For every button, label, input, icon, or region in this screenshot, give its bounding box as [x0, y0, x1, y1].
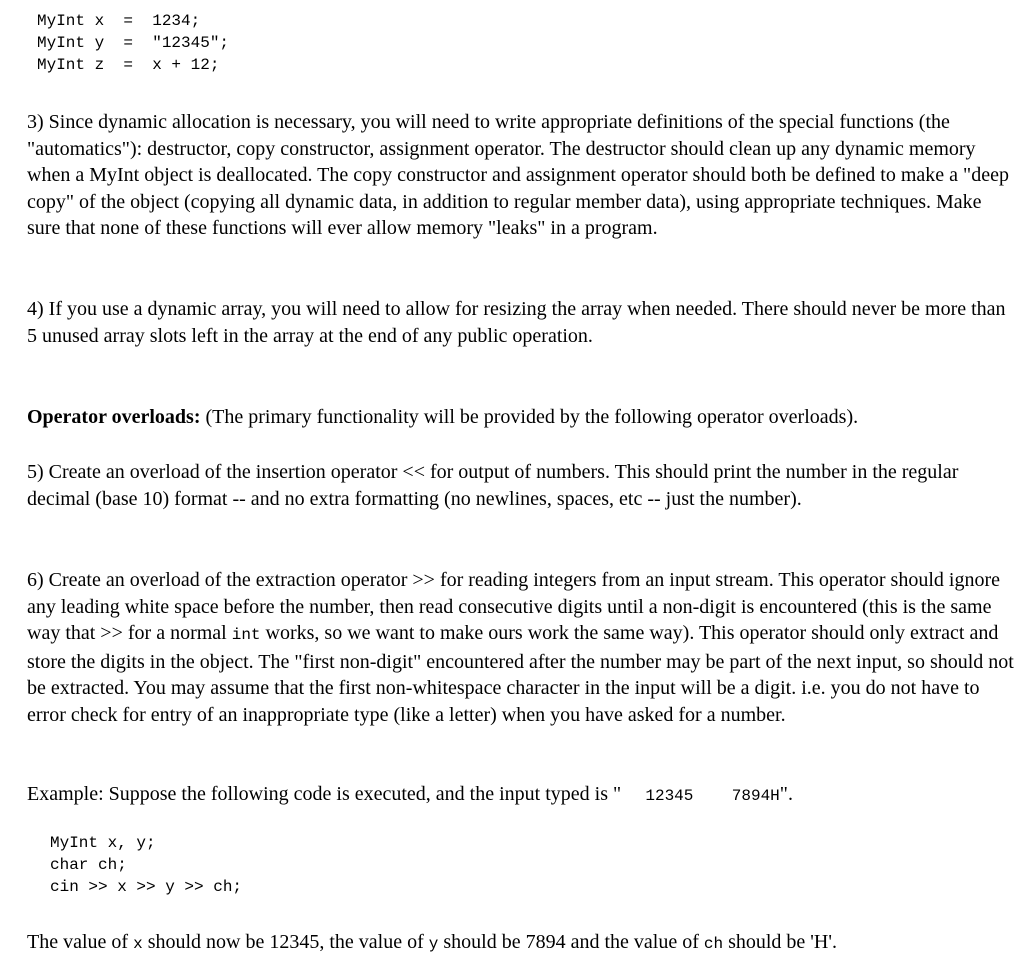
code-line: MyInt x, y; [50, 834, 156, 852]
result-sentence [27, 929, 1017, 958]
example-input-string: 12345 7894H [626, 787, 780, 805]
code-block-declarations [37, 10, 229, 76]
item-6-text-part-1: 6) Create an overload of the extraction operator >> for reading integers from an input stream. This operator should ignore any leading white space before the number, then read consecutive digits until a non-digit is encountered (this is the same way that >> for a normal [27, 569, 1000, 644]
code-line: MyInt x = 1234; [37, 12, 201, 30]
operator-overloads-heading [27, 404, 1017, 431]
item-4-text: 4) If you use a dynamic array, you will need to allow for resizing the array when needed. There should never be more than 5 unused array slots left in the array at the end of any public operation. [27, 298, 1006, 347]
code-line: MyInt y = "12345"; [37, 34, 230, 52]
item-6-text-part-2: works, so we want to make ours work the same way). This operator should only extract and store the digits in the object. The "first non-digit" encountered after the number may be part of the next input, so should not be extracted. You may assume that the first non-whitespace character in the input will be a digit. i.e. you do not have to error check for entry of an inappropriate type (like a letter) when you have asked for a number. [27, 622, 1014, 726]
code-block-example [50, 832, 242, 898]
result-text-1: The value of [27, 931, 134, 953]
result-code-y: y [428, 935, 439, 953]
code-line: MyInt z = x + 12; [37, 56, 220, 74]
item-5-text: 5) Create an overload of the insertion operator << for output of numbers. This should print the number in the regular decimal (base 10) format -- and no extra formatting (no newlines, spaces, etc -- just the number). [27, 461, 959, 510]
paragraph-item-3 [27, 109, 1017, 242]
item-3-text: 3) Since dynamic allocation is necessary, you will need to write appropriate definitions of the special functions (the "automatics"): destructor, copy constructor, assignment operator. The destructor should clean up any dynamic memory when a MyInt object is deallocated. The copy constructor and assignment operator should both be defined to make a "deep copy" of the object (copying all dynamic data, in addition to regular member data), using appropriate techniques. Make sure that none of these functions will ever allow memory "leaks" in a program. [27, 111, 1009, 239]
result-text-2: should now be 12345, the value of [142, 931, 429, 953]
result-text-3: should be 7894 and the value of [438, 931, 704, 953]
code-line: cin >> x >> y >> ch; [50, 878, 243, 896]
example-intro [27, 781, 1017, 810]
inline-code-int: int [231, 626, 261, 644]
operator-overloads-label: Operator overloads: [27, 406, 201, 428]
paragraph-item-5 [27, 459, 1017, 512]
result-text-4: should be 'H'. [723, 931, 837, 953]
example-prefix: Example: Suppose the following code is executed, and the input typed is " [27, 783, 627, 805]
operator-overloads-text: (The primary functionality will be provided by the following operator overloads). [200, 406, 859, 428]
code-line: char ch; [50, 856, 127, 874]
example-suffix: ". [779, 783, 793, 805]
result-code-ch: ch [703, 935, 724, 953]
paragraph-item-4 [27, 296, 1017, 349]
paragraph-item-6 [27, 567, 1017, 728]
result-code-x: x [133, 935, 143, 953]
